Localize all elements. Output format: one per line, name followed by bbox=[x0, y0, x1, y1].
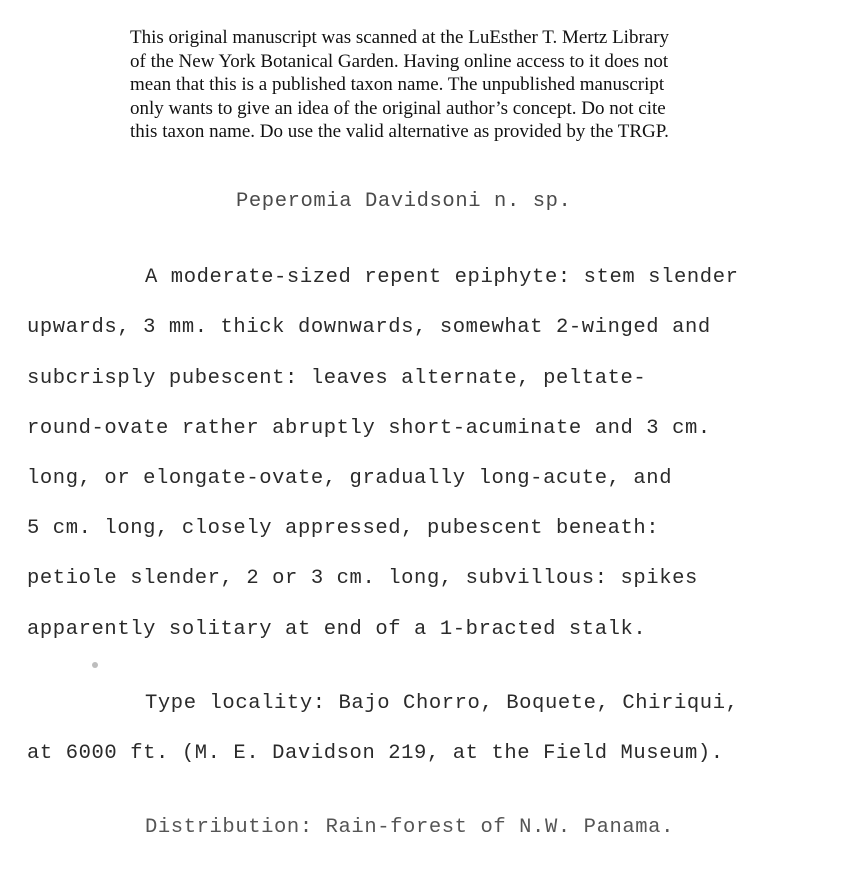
type-locality-line: at 6000 ft. (M. E. Davidson 219, at the Field Museum). bbox=[27, 742, 724, 765]
notice-line: mean that this is a published taxon name. The unpublished manuscript bbox=[130, 74, 665, 95]
distribution-line: Distribution: Rain-forest of N.W. Panama. bbox=[145, 816, 674, 839]
notice-line: of the New York Botanical Garden. Having online access to it does not bbox=[130, 50, 669, 72]
species-title: Peperomia Davidsoni n. sp. bbox=[236, 190, 572, 213]
description-line: round-ovate rather abruptly short-acuminate and 3 cm. bbox=[27, 417, 711, 440]
description-line: A moderate-sized repent epiphyte: stem slender bbox=[145, 266, 739, 289]
library-notice bbox=[130, 26, 770, 144]
notice-line: only wants to give an idea of the original author’s concept. Do not cite bbox=[130, 97, 666, 119]
description-line: petiole slender, 2 or 3 cm. long, subvillous: spikes bbox=[27, 567, 698, 590]
paper-speck bbox=[92, 662, 98, 668]
type-locality-line: Type locality: Bajo Chorro, Boquete, Chiriqui, bbox=[145, 692, 739, 715]
notice-line: This original manuscript was scanned at the LuEsther T. Mertz Library bbox=[130, 27, 670, 48]
description-line: subcrisply pubescent: leaves alternate, peltate- bbox=[27, 367, 647, 390]
description-line: upwards, 3 mm. thick downwards, somewhat 2-winged and bbox=[27, 316, 711, 339]
description-line: long, or elongate-ovate, gradually long-acute, and bbox=[27, 467, 673, 490]
description-line: apparently solitary at end of a 1-bracted stalk. bbox=[27, 618, 647, 641]
description-line: 5 cm. long, closely appressed, pubescent beneath: bbox=[27, 517, 660, 540]
notice-line: this taxon name. Do use the valid alternative as provided by the TRGP. bbox=[130, 121, 669, 142]
